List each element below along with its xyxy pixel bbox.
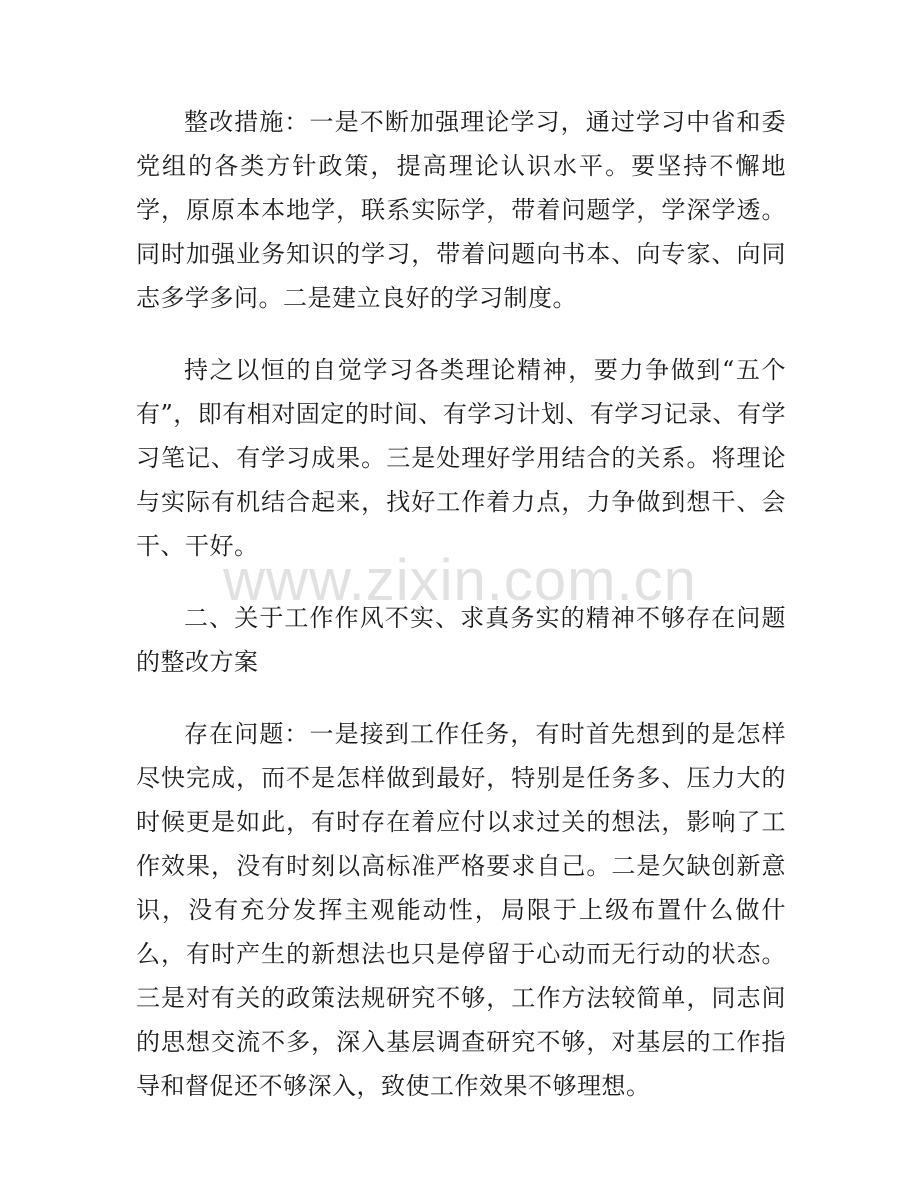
section-heading-work-style: 二、关于工作作风不实、求真务实的精神不够存在问题的整改方案 [136,604,786,676]
watermark: www.zixin.com.cn [223,548,697,613]
paragraph-rectification-measures: 整改措施：一是不断加强理论学习，通过学习中省和委党组的各类方针政策，提高理论认识水平。要坚持不懈地学，原原本本地学，联系实际学，带着问题学，学深学透。同时加强业务知识的学习，带着问题向书本、向专家、向同志多学多问。二是建立良好的学习制度。 [136,108,786,312]
paragraph-existing-problems: 存在问题：一是接到工作任务，有时首先想到的是怎样尽快完成，而不是怎样做到最好，特别是任务多、压力大的时候更是如此，有时存在着应付以求过关的想法，影响了工作效果，没有时刻以高标准严格要求自己。二是欠缺创新意识，没有充分发挥主观能动性，局限于上级布置什么做什么，有时产生的新想法也只是停留于心动而无行动的状态。三是对有关的政策法规研究不够，工作方法较简单，同志间的思想交流不多，深入基层调查研究不够，对基层的工作指导和督促还不够深入，致使工作效果不够理想。 [136,720,786,1100]
paragraph-persistent-study: 持之以恒的自觉学习各类理论精神，要力争做到“五个有”，即有相对固定的时间、有学习计划、有学习记录、有学习笔记、有学习成果。三是处理好学用结合的关系。将理论与实际有机结合起来，找好工作着力点，力争做到想干、会干、干好。 [136,356,786,560]
document-body [136,100,786,1136]
